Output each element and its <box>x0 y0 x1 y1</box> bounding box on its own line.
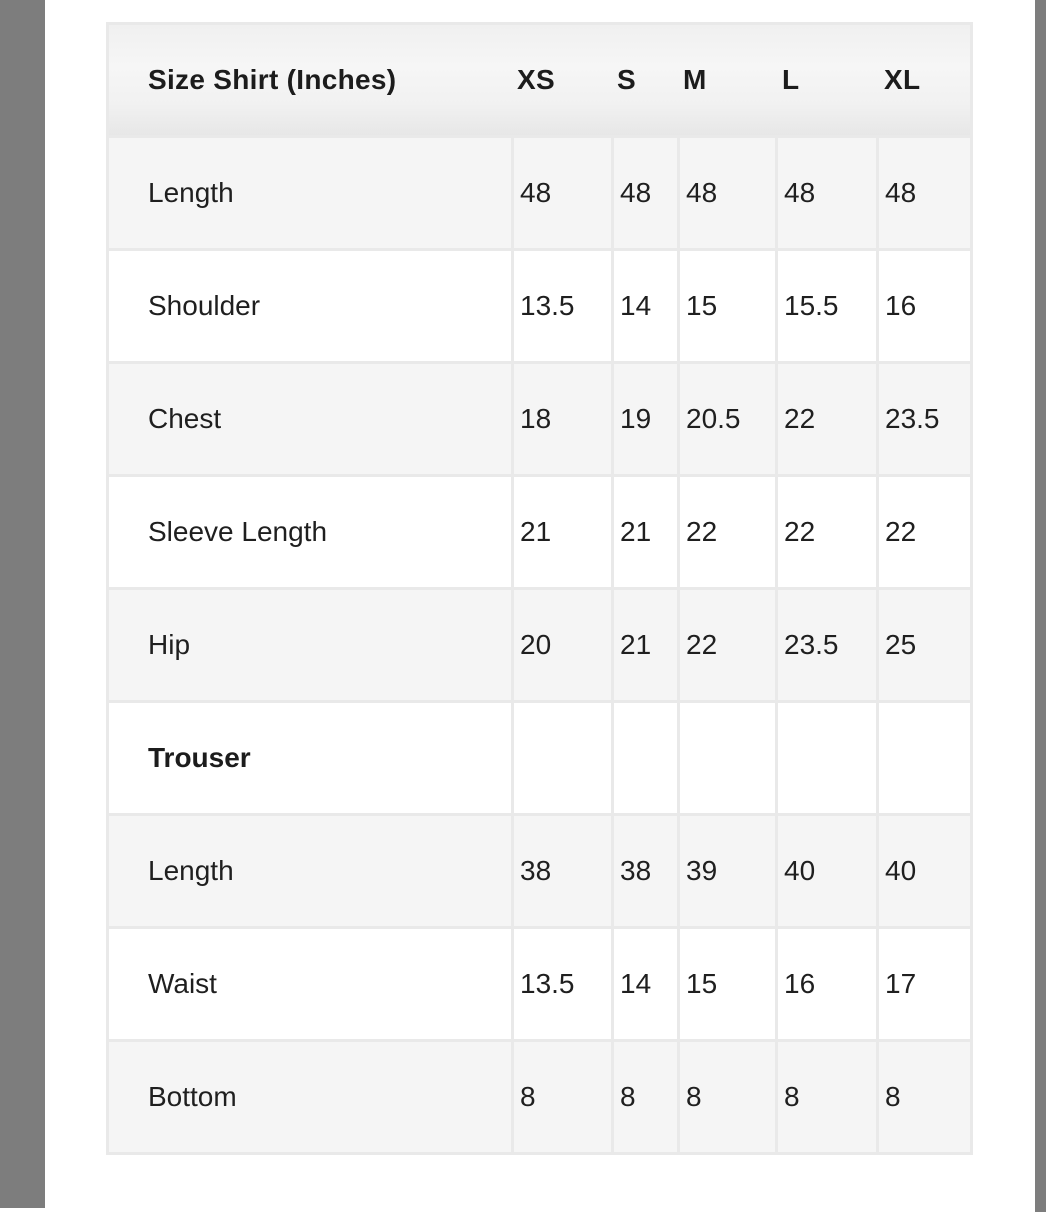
size-chart <box>106 22 973 1155</box>
cell-value: 22 <box>680 477 775 587</box>
cell-value: 48 <box>680 138 775 248</box>
cell-value <box>778 703 876 813</box>
header-col-l: L <box>782 64 800 95</box>
size-chart-table <box>106 22 973 1155</box>
row-label: Hip <box>109 590 511 700</box>
cell-value <box>680 703 775 813</box>
cell-value: 15 <box>680 251 775 361</box>
cell-value: 25 <box>879 590 970 700</box>
row-label: Waist <box>109 929 511 1039</box>
cell-value: 19 <box>614 364 677 474</box>
cell-value: 15.5 <box>778 251 876 361</box>
header-col-xs: XS <box>517 64 555 95</box>
table-row <box>109 816 970 926</box>
cell-value: 21 <box>514 477 611 587</box>
header-col-xl: XL <box>884 64 921 95</box>
table-row <box>109 590 970 700</box>
cell-value: 17 <box>879 929 970 1039</box>
cell-value: 40 <box>879 816 970 926</box>
header-col-m: M <box>683 64 707 95</box>
table-row <box>109 477 970 587</box>
cell-value <box>514 703 611 813</box>
cell-value: 8 <box>680 1042 775 1152</box>
row-label: Length <box>109 138 511 248</box>
cell-value: 13.5 <box>514 251 611 361</box>
cell-value <box>614 703 677 813</box>
cell-value: 38 <box>614 816 677 926</box>
cell-value: 16 <box>778 929 876 1039</box>
row-label: Sleeve Length <box>109 477 511 587</box>
cell-value: 23.5 <box>879 364 970 474</box>
cell-value: 18 <box>514 364 611 474</box>
cell-value: 40 <box>778 816 876 926</box>
cell-value: 22 <box>680 590 775 700</box>
size-chart-body <box>109 138 970 1152</box>
cell-value: 16 <box>879 251 970 361</box>
cell-value: 48 <box>614 138 677 248</box>
row-label: Shoulder <box>109 251 511 361</box>
header-label-size-shirt: Size Shirt (Inches) <box>148 64 397 95</box>
cell-value: 38 <box>514 816 611 926</box>
cell-value: 22 <box>879 477 970 587</box>
cell-value: 8 <box>778 1042 876 1152</box>
cell-value: 13.5 <box>514 929 611 1039</box>
left-gray-bar <box>0 0 45 1208</box>
cell-value: 21 <box>614 477 677 587</box>
table-row <box>109 929 970 1039</box>
cell-value: 48 <box>879 138 970 248</box>
cell-value: 15 <box>680 929 775 1039</box>
table-row <box>109 251 970 361</box>
row-label: Trouser <box>109 703 511 813</box>
cell-value: 22 <box>778 364 876 474</box>
cell-value: 14 <box>614 929 677 1039</box>
table-row <box>109 703 970 813</box>
table-row <box>109 364 970 474</box>
cell-value: 48 <box>778 138 876 248</box>
cell-value <box>879 703 970 813</box>
size-chart-header <box>109 25 970 135</box>
row-label: Length <box>109 816 511 926</box>
cell-value: 14 <box>614 251 677 361</box>
cell-value: 21 <box>614 590 677 700</box>
cell-value: 20 <box>514 590 611 700</box>
cell-value: 8 <box>614 1042 677 1152</box>
header-col-s: S <box>617 64 636 95</box>
header-row <box>109 25 970 135</box>
row-label: Chest <box>109 364 511 474</box>
cell-value: 22 <box>778 477 876 587</box>
table-row <box>109 138 970 248</box>
scrollbar-thumb[interactable] <box>1035 0 1046 1212</box>
cell-value: 20.5 <box>680 364 775 474</box>
row-label: Bottom <box>109 1042 511 1152</box>
cell-value: 8 <box>879 1042 970 1152</box>
cell-value: 48 <box>514 138 611 248</box>
cell-value: 23.5 <box>778 590 876 700</box>
cell-value: 39 <box>680 816 775 926</box>
cell-value: 8 <box>514 1042 611 1152</box>
table-row <box>109 1042 970 1152</box>
